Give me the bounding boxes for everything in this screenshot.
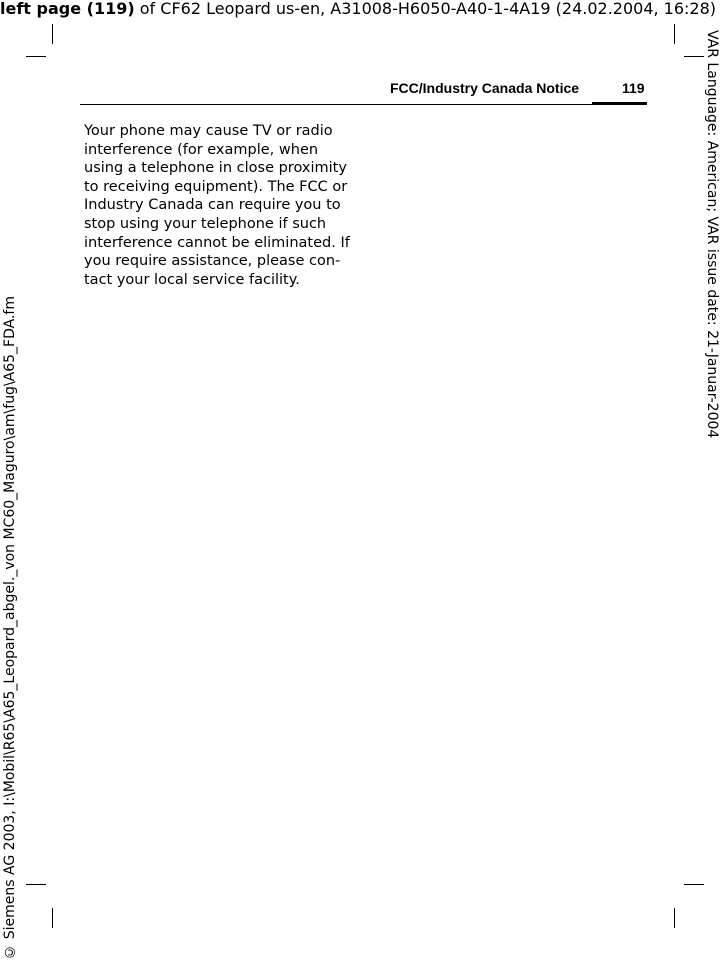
crop-mark-top-right-v — [674, 24, 675, 44]
copyright-path-vertical: © Siemens AG 2003, I:\Mobil\R65\A65_Leopard_abgel._von MC60_Maguro\am\fug\A65_FDA.fm — [2, 296, 18, 960]
crop-mark-bottom-right-h — [684, 884, 704, 885]
file-info: of CF62 Leopard us-en, A31008-H6050-A40-1-4A19 (24.02.2004, 16:28) — [134, 0, 717, 18]
header-rule — [80, 104, 647, 105]
language-info-vertical: VAR Language: American; VAR issue date: 21-Januar-2004 — [704, 30, 720, 439]
crop-mark-top-right-h — [684, 56, 704, 57]
crop-mark-top-left-v — [52, 24, 53, 44]
crop-mark-bottom-right-v — [674, 908, 675, 928]
body-paragraph: Your phone may cause TV or radio interference (for example, when using a telephone in close proximity to receiving equipment). The FCC or Industry Canada can require you to stop using your telephone if such interference cannot be eliminated. If you require assistance, please con-tact your local service facility. — [84, 123, 350, 288]
page-number-rule — [592, 102, 647, 105]
page-number: 119 — [622, 80, 645, 96]
crop-mark-bottom-left-v — [52, 908, 53, 928]
crop-mark-bottom-left-h — [26, 884, 46, 885]
running-head-title: FCC/Industry Canada Notice — [390, 80, 580, 96]
page-ref: left page (119) — [0, 0, 135, 18]
crop-mark-top-left-h — [26, 56, 46, 57]
file-info-line — [0, 0, 716, 18]
